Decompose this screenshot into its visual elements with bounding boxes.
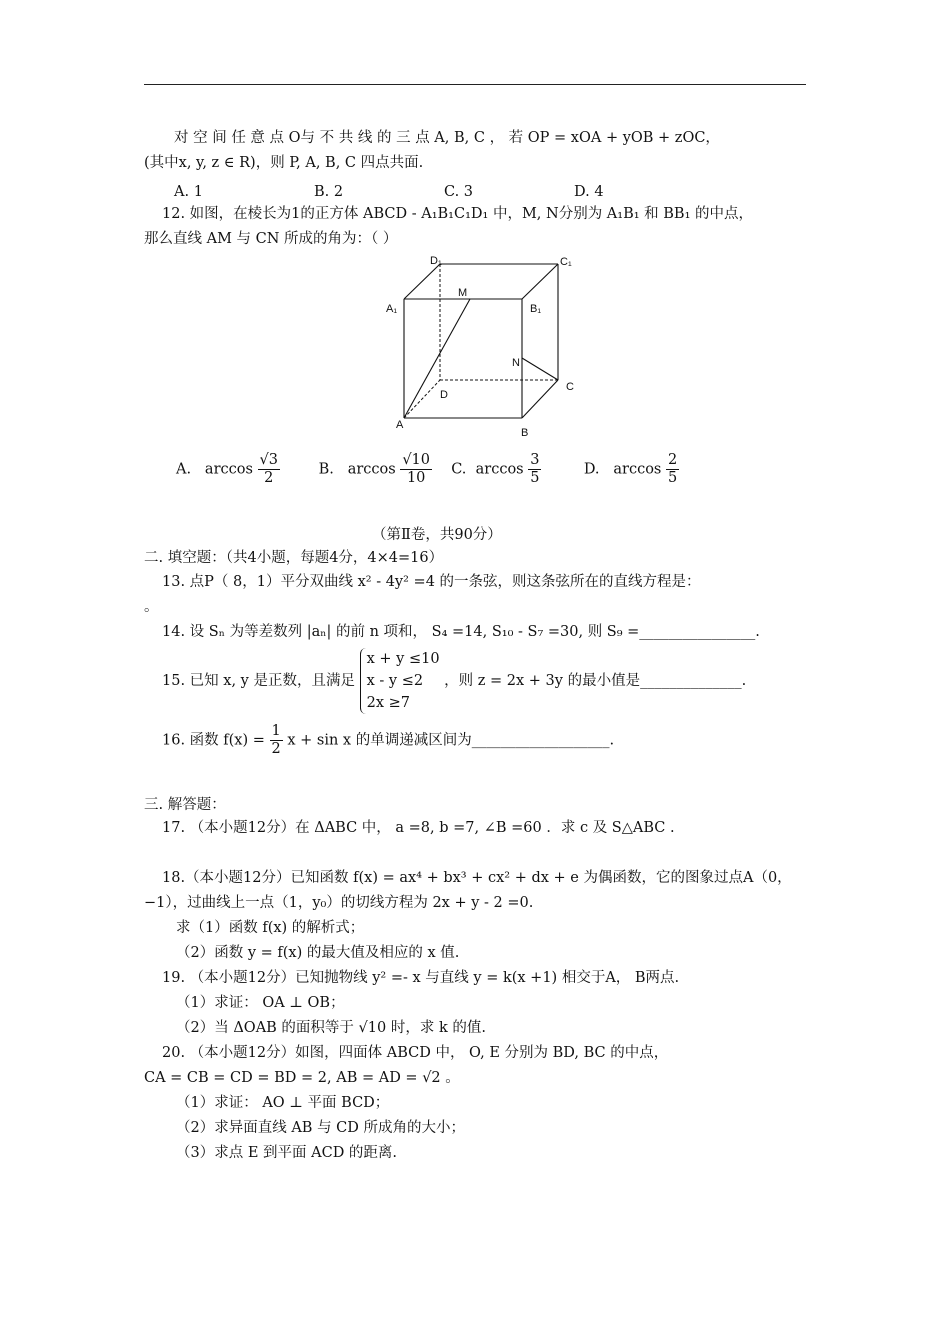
label-d1: D₁	[430, 255, 442, 267]
q12-option-a: A. arccos $\frac{√3}{2}$	[176, 452, 278, 486]
q20-line3: （1）求证： AO ⊥ 平面 BCD；	[176, 1095, 390, 1111]
label-b: B	[521, 427, 529, 439]
q18-line3: 求（1）函数 f(x) 的解析式；	[176, 920, 365, 936]
q19-line3: （2）当 ΔOAB 的面积等于 √10 时，求 k 的值.	[176, 1020, 486, 1036]
q20-line5: （3）求点 E 到平面 ACD 的距离.	[176, 1145, 398, 1161]
answer-section-title: 三. 解答题：	[144, 797, 226, 813]
q12-option-b: B. arccos $\frac{√10}{10}$	[318, 452, 431, 486]
part2-header: （第Ⅱ卷，共90分）	[372, 527, 502, 543]
q19-line2: （1）求证： OA ⊥ OB；	[176, 995, 345, 1011]
q15-system: x + y ≤10 x - y ≤2 2x ≥7	[360, 648, 440, 714]
q20-line4: （2）求异面直线 AB 与 CD 所成角的大小；	[176, 1120, 466, 1136]
q11-option-a: A. 1	[174, 184, 203, 200]
label-d: D	[440, 389, 448, 401]
q16: 16. 函数 f(x) = $\frac{1}{2}$ x + sin x 的单调递减区间为___________________.	[162, 723, 615, 757]
label-a1: A₁	[386, 303, 398, 315]
q18-line1: 18.（本小题12分）已知函数 f(x) = ax⁴ + bx³ + cx² + dx + e 为偶函数，它的图象过点A（0，	[162, 870, 792, 886]
q11-option-d: D. 4	[574, 184, 604, 200]
fill-section-title: 二. 填空题：（共4小题，每题4分，4×4=16）	[144, 550, 444, 566]
q12-option-c: C. arccos $\frac{3}{5}$	[451, 452, 540, 486]
q12-line2: 那么直线 AM 与 CN 所成的角为：（ ）	[144, 231, 398, 247]
q12-line1: 12. 如图，在棱长为1的正方体 ABCD - A₁B₁C₁D₁ 中，M, N分别为 A₁B₁ 和 BB₁ 的中点，	[162, 206, 754, 222]
q12-options	[176, 452, 679, 487]
label-m: M	[458, 287, 468, 299]
q11-option-c: C. 3	[444, 184, 474, 200]
q13-end: 。	[144, 599, 159, 615]
label-b1: B₁	[530, 303, 542, 315]
label-a: A	[396, 419, 404, 431]
q11-line2: (其中x, y, z ∈ R)，则 P, A, B, C 四点共面.	[144, 155, 424, 171]
q20-line1: 20. （本小题12分）如图，四面体 ABCD 中， O, E 分别为 BD, BC 的中点，	[162, 1045, 669, 1061]
q14: 14. 设 Sₙ 为等差数列 |aₙ| 的前 n 项和， S₄ =14, S₁₀ - S₇ =30, 则 S₉ =________________.	[162, 624, 760, 640]
q17: 17. （本小题12分）在 ΔABC 中， a =8, b =7, ∠B =60 ．求 c 及 S△ABC .	[162, 820, 675, 836]
q18-line4: （2）函数 y = f(x) 的最大值及相应的 x 值.	[176, 945, 460, 961]
q11-line1: 对 空 间 任 意 点 O与 不 共 线 的 三 点 A, B, C ， 若 OP = xOA + yOB + zOC，	[174, 130, 720, 146]
q15: 15. 已知 x, y 是正数，且满足 x + y ≤10 x - y ≤2 2x ≥7 ，则 z = 2x + 3y 的最小值是______________.	[162, 648, 746, 714]
q19-line1: 19. （本小题12分）已知抛物线 y² =- x 与直线 y = k(x +1) 相交于A， B两点.	[162, 970, 680, 986]
label-n: N	[512, 357, 520, 369]
q12-option-d: D. arccos $\frac{2}{5}$	[583, 452, 678, 486]
label-c1: C₁	[560, 256, 572, 268]
q18-line2: −1），过曲线上一点（1，y₀）的切线方程为 2x + y - 2 =0.	[144, 895, 534, 911]
q20-line2: CA = CB = CD = BD = 2, AB = AD = √2 。	[144, 1070, 460, 1086]
label-c: C	[566, 381, 574, 393]
q13: 13. 点P（ 8，1）平分双曲线 x² - 4y² =4 的一条弦，则这条弦所在的直线方程是：	[162, 574, 701, 590]
q11-option-b: B. 2	[314, 184, 344, 200]
